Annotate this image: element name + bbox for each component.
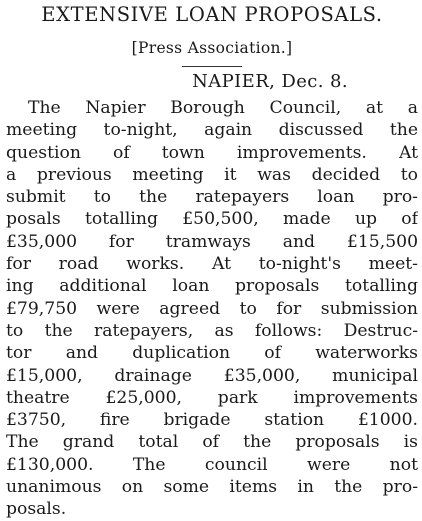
body-line: £130,000. The council were not — [6, 454, 418, 475]
press-credit: [Press Association.] — [131, 39, 293, 57]
body-line: The grand total of the proposals is — [6, 432, 418, 453]
body-line: a previous meeting it was decided to — [6, 164, 418, 185]
body-line: £35,000 for tramways and £15,500 — [6, 231, 418, 252]
body-line: £3750, fire brigade station £1000. — [6, 410, 418, 431]
body-line: for road works. At to-night's meet- — [6, 254, 418, 275]
body-line: submit to the ratepayers loan pro- — [6, 187, 418, 208]
body-line: posals. — [6, 499, 67, 520]
body-line: The Napier Borough Council, at a — [28, 98, 418, 118]
body-line: tor and duplication of waterworks — [6, 343, 418, 364]
body-line: £15,000, drainage £35,000, municipal — [6, 365, 418, 386]
body-line: theatre £25,000, park improvements — [6, 387, 418, 408]
body-line: posals totalling £50,500, made up of — [6, 209, 418, 230]
headline: EXTENSIVE LOAN PROPOSALS. — [41, 3, 383, 26]
dateline: NAPIER, Dec. 8. — [192, 71, 348, 92]
body-line: ing additional loan proposals totalling — [6, 276, 418, 297]
body-line: question of town improvements. At — [6, 142, 418, 163]
body-line: unanimous on some items in the pro- — [6, 477, 418, 498]
body-line: £79,750 were agreed to for submission — [6, 298, 418, 319]
body-line: meeting to-night, again discussed the — [6, 120, 418, 141]
body-line: to the ratepayers, as follows: Destruc- — [6, 320, 418, 341]
article-body — [6, 97, 418, 521]
